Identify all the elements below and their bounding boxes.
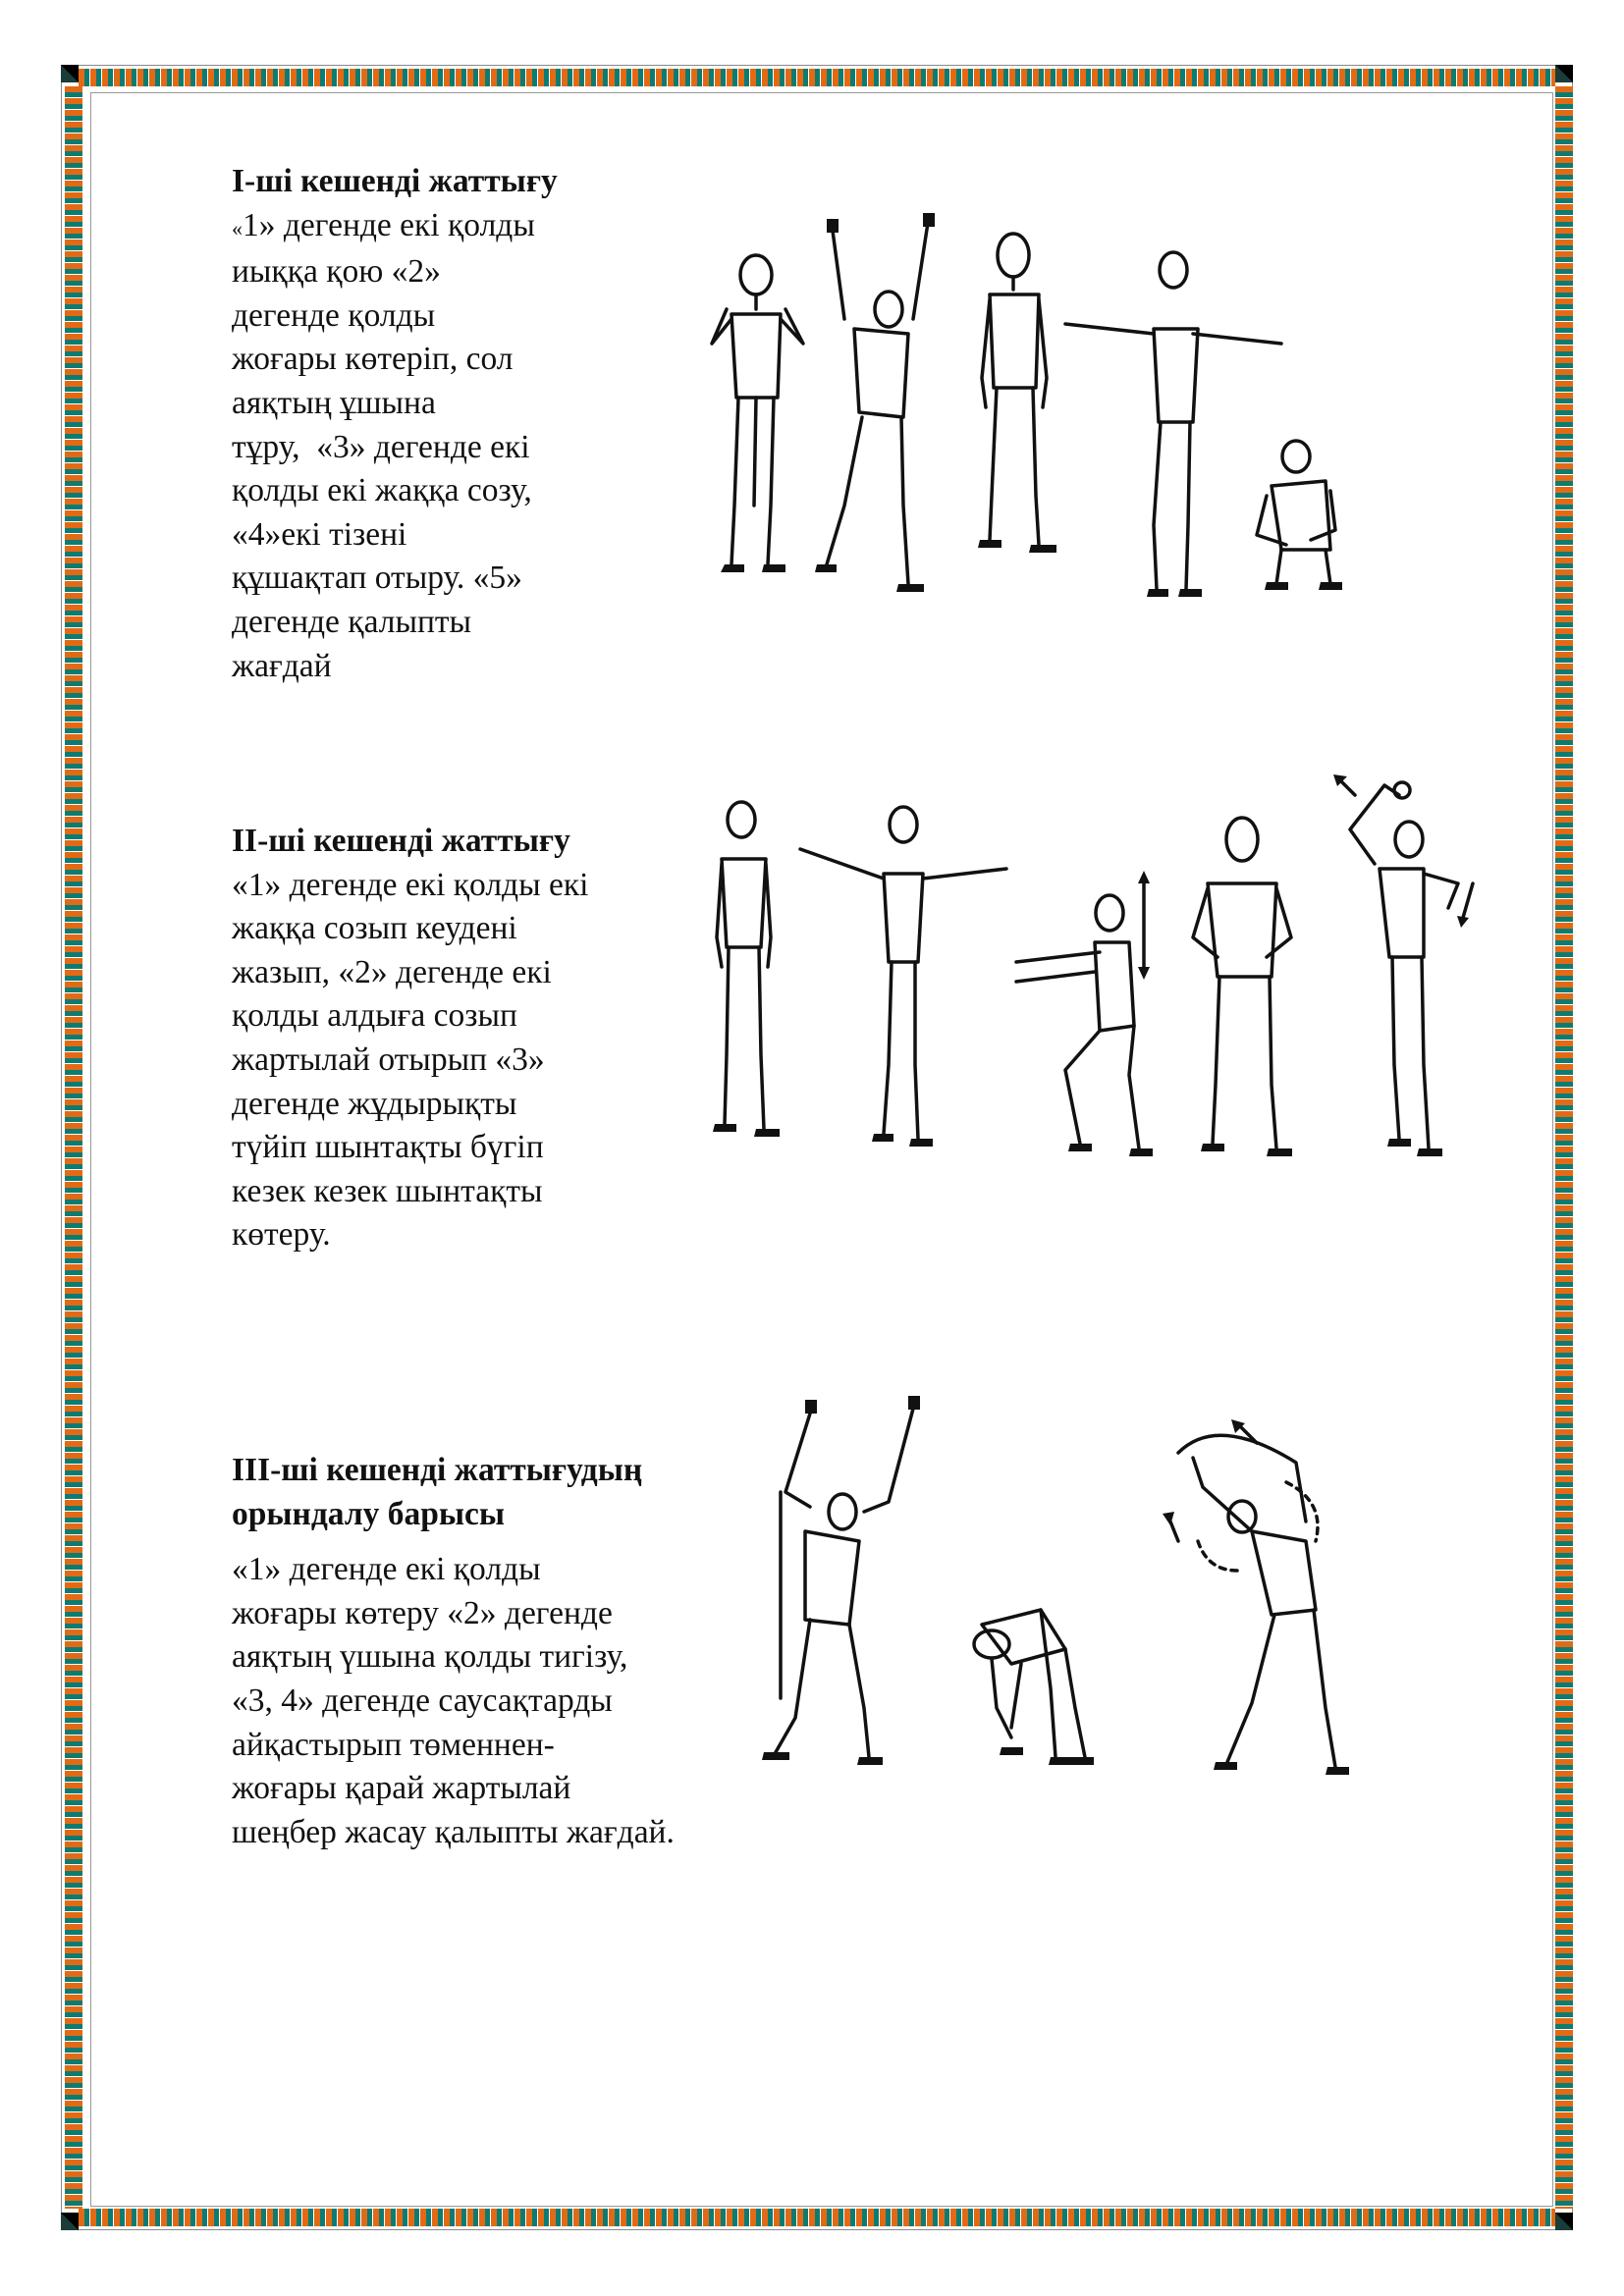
exercise-1-line: «4»екі тізені (232, 515, 407, 553)
figure-arms-sideways (1065, 252, 1281, 597)
exercise-2-line: көтеру. (232, 1216, 331, 1254)
border-bottom (79, 2209, 1555, 2226)
exercise-3-line: шеңбер жасау қалыпты жағдай. (232, 1813, 675, 1850)
exercise-2-line: дегенде жұдырықты (232, 1085, 517, 1122)
exercise-1-line: дегенде қолды (232, 296, 436, 334)
exercise-1-line: жоғары көтеріп, сол (232, 341, 514, 378)
figure-hands-on-hips (1193, 818, 1292, 1156)
figure-arms-up (815, 213, 935, 592)
exercise-2-line: жазып, «2» дегенде екі (232, 953, 552, 990)
figure-standing (713, 802, 780, 1137)
exercise-3-title: ІІІ-ші кешенді жаттығудың орындалу барысы (232, 1452, 643, 1532)
exercise-1-line: аяқтың ұшына (232, 384, 436, 421)
border-top (79, 69, 1555, 86)
exercise-3-line: айқастырып төменнен- (232, 1726, 555, 1763)
exercise-2-line: жартылай отырып «3» (232, 1041, 545, 1078)
exercise-2-title: ІІ-ші кешенді жаттығу (232, 823, 570, 859)
exercise-2-illustration (687, 771, 1492, 1202)
figure-hands-on-shoulders (712, 255, 803, 572)
figure-half-squat (1016, 871, 1153, 1156)
border-left (65, 86, 82, 2209)
corner-bottom-left (61, 2213, 79, 2230)
exercise-1-line: тұру, «3» дегенде екі (232, 428, 530, 465)
exercise-2-line: «1» дегенде екі қолды екі (232, 866, 589, 903)
exercise-3-illustration (746, 1394, 1453, 1787)
exercise-3-line: «1» дегенде екі қолды (232, 1551, 541, 1588)
figure-standing (978, 234, 1056, 553)
exercise-1-line: дегенде қалыпты (232, 603, 472, 640)
exercise-3-line: аяқтың үшына қолды тигізу, (232, 1638, 628, 1676)
exercise-1-title: І-ші кешенді жаттығу (232, 163, 558, 199)
exercise-2-line: түйіп шынтақты бүгіп (232, 1129, 544, 1166)
corner-bottom-right (1555, 2213, 1573, 2230)
exercise-1-line: жағдай (232, 647, 332, 684)
exercise-2-text (232, 820, 664, 1257)
figure-arms-sideways (800, 807, 1006, 1147)
exercise-1-illustration (687, 211, 1394, 623)
figure-arms-up-lean (762, 1396, 920, 1765)
exercise-1-line: «1» дегенде екі қолды (232, 206, 535, 243)
exercise-3-line: жоғары қарай жартылай (232, 1770, 571, 1807)
border-right (1555, 86, 1573, 2209)
exercise-1-line: қолды екі жаққа созу, (232, 472, 532, 509)
figure-squatting (1257, 441, 1342, 590)
exercise-1-line: иыққа қою «2» (232, 253, 441, 291)
figure-elbow-raise (1333, 774, 1473, 1156)
exercise-3-line: «3, 4» дегенде саусақтарды (232, 1682, 613, 1719)
corner-top-left (61, 65, 79, 82)
exercise-1-text (232, 160, 644, 688)
figure-side-bend (1163, 1419, 1349, 1775)
corner-top-right (1555, 65, 1573, 82)
exercise-2-line: қолды алдыға созып (232, 997, 517, 1035)
figure-forward-bend (974, 1610, 1094, 1765)
exercise-2-line: жаққа созып кеудені (232, 910, 517, 947)
exercise-3-text (232, 1449, 782, 1854)
exercise-3-line: жоғары көтеру «2» дегенде (232, 1594, 613, 1631)
exercise-2-line: кезек кезек шынтақты (232, 1172, 543, 1209)
exercise-1-line: құшақтап отыру. «5» (232, 560, 522, 597)
